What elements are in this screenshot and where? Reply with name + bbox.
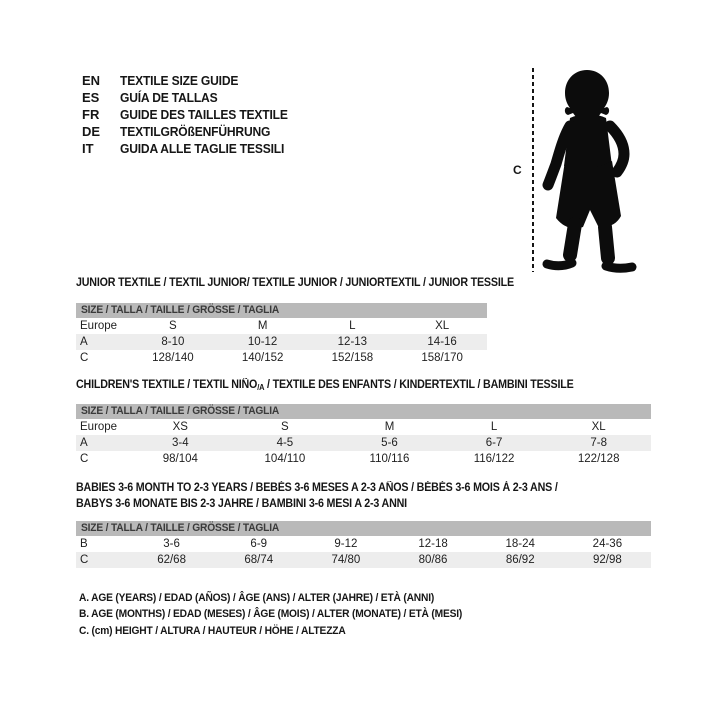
children-section-title-text (76, 377, 574, 396)
value-cell: L (349, 320, 356, 332)
value-cell: XL (591, 421, 606, 433)
value-cell: S (281, 421, 289, 433)
table-header-row (76, 303, 487, 318)
value-cell: L (490, 421, 498, 433)
babies-title-line1: BABIES 3-6 MONTH TO 2-3 YEARS / BEBÉS 3-6 MESES A 2-3 AÑOS / BÉBÉS 3-6 MOIS À 2-3 ANS / (76, 482, 558, 494)
size-header-text: SIZE / TALLA / TAILLE / GRÖSSE / TAGLIA (81, 304, 280, 316)
value-cell: 12-13 (308, 334, 398, 350)
note-text: B. AGE (MONTHS) / EDAD (MESES) / ÂGE (MOIS) / ALTER (MONATE) / ETÀ (MESI) (79, 608, 463, 621)
baby-silhouette-icon (540, 66, 640, 274)
value-cell: 110/116 (369, 453, 410, 465)
language-code: IT (82, 141, 94, 156)
junior-section-title-text: JUNIOR TEXTILE / TEXTIL JUNIOR/ TEXTILE JUNIOR / JUNIORTEXTIL / JUNIOR TESSILE (76, 277, 514, 289)
size-header-text: SIZE / TALLA / TAILLE / GRÖSSE / TAGLIA (81, 522, 280, 534)
value-cell: 140/152 (241, 352, 284, 364)
row-label-cell: B (80, 538, 88, 550)
note-age-years (79, 590, 491, 606)
title-pre: CHILDREN'S TEXTILE / TEXTIL NIÑO (76, 379, 258, 391)
babies-title-line2: BABYS 3-6 MONATE BIS 2-3 JAHRE / BAMBINI 3-6 MESI A 2-3 ANNI (76, 498, 407, 510)
value-cell: 14-16 (397, 334, 487, 350)
value-cell: M (384, 421, 395, 433)
children-section-title (76, 377, 611, 396)
table-row-a (76, 334, 487, 350)
value-cell: 3-4 (128, 435, 233, 451)
value-cell: 24-36 (592, 538, 623, 550)
junior-size-table (76, 303, 487, 366)
language-label: TEXTILGRÖßENFÜHRUNG (120, 124, 271, 139)
row-label-cell: Europe (80, 320, 118, 332)
value-cell: XS (172, 421, 188, 433)
value-cell: 5-6 (337, 435, 442, 451)
row-label-cell: C (80, 352, 89, 364)
language-row-es (82, 89, 300, 106)
value-cell: M (257, 320, 268, 332)
note-text: C. (cm) HEIGHT / ALTURA / HAUTEUR / HÖHE / ALTEZZA (79, 624, 346, 637)
row-label-cell: C (76, 552, 128, 568)
table-row-c (76, 451, 651, 467)
table-row-c (76, 350, 487, 366)
value-cell: 10-12 (218, 334, 308, 350)
babies-size-table (76, 521, 651, 568)
language-row-en (82, 72, 300, 89)
table-row-a (76, 435, 651, 451)
value-cell: 18-24 (505, 538, 535, 550)
language-list (82, 72, 300, 157)
value-cell: 3-6 (163, 538, 180, 550)
value-cell: 98/104 (162, 453, 198, 465)
table-row-europe (76, 318, 487, 334)
legend-notes (79, 590, 491, 639)
size-header-text: SIZE / TALLA / TAILLE / GRÖSSE / TAGLIA (81, 405, 280, 417)
row-label-cell: A (76, 334, 128, 350)
row-label-cell: A (76, 435, 128, 451)
value-cell: 9-12 (334, 538, 358, 550)
note-text: A. AGE (YEARS) / EDAD (AÑOS) / ÂGE (ANS) / ALTER (JAHRE) / ETÀ (ANNI) (79, 592, 435, 604)
table-row-c (76, 552, 651, 568)
height-measure-label: C (513, 163, 522, 177)
language-code: DE (82, 124, 101, 139)
language-code: ES (82, 90, 100, 105)
value-cell: 8-10 (128, 334, 218, 350)
value-cell: XL (435, 320, 450, 332)
value-cell: 68/74 (215, 552, 302, 568)
note-height (79, 623, 491, 639)
value-cell: 92/98 (564, 552, 651, 568)
children-size-table (76, 404, 651, 467)
value-cell: 86/92 (477, 552, 564, 568)
value-cell: S (169, 320, 177, 332)
row-label-cell: C (80, 453, 89, 465)
language-label: TEXTILE SIZE GUIDE (120, 73, 239, 88)
size-header-cell (76, 303, 487, 318)
value-cell: 152/158 (331, 352, 374, 364)
table-header-row (76, 521, 651, 536)
table-row-b (76, 536, 651, 552)
language-label: GUÍA DE TALLAS (120, 90, 218, 105)
table-header-row (76, 404, 651, 419)
language-label: GUIDE DES TAILLES TEXTILE (120, 107, 288, 122)
babies-section-title (76, 480, 594, 512)
table-row-europe (76, 419, 651, 435)
value-cell: 128/140 (152, 352, 194, 364)
value-cell: 116/122 (473, 453, 515, 465)
size-header-cell (76, 521, 651, 536)
value-cell: 4-5 (233, 435, 338, 451)
value-cell: 6-7 (442, 435, 547, 451)
value-cell: 6-9 (250, 538, 268, 550)
height-measure-dashed-line (532, 68, 534, 272)
language-code: FR (82, 107, 100, 122)
size-header-cell (76, 404, 651, 419)
language-label: GUIDA ALLE TAGLIE TESSILI (120, 141, 285, 156)
language-row-de (82, 123, 300, 140)
value-cell: 7-8 (546, 435, 651, 451)
language-row-it (82, 140, 300, 157)
value-cell: 74/80 (302, 552, 389, 568)
row-label-cell: Europe (80, 421, 118, 433)
language-code: EN (82, 73, 101, 88)
title-post: / TEXTILE DES ENFANTS / KINDERTEXTIL / BAMBINI TESSILE (264, 379, 574, 391)
value-cell: 12-18 (418, 538, 448, 550)
note-age-months (79, 606, 491, 622)
junior-section-title (76, 275, 547, 291)
value-cell: 80/86 (389, 552, 476, 568)
language-row-fr (82, 106, 300, 123)
title-subscript: /A (257, 383, 265, 392)
value-cell: 104/110 (264, 453, 306, 465)
value-cell: 158/170 (421, 352, 463, 364)
value-cell: 122/128 (577, 453, 620, 465)
value-cell: 62/68 (128, 552, 215, 568)
